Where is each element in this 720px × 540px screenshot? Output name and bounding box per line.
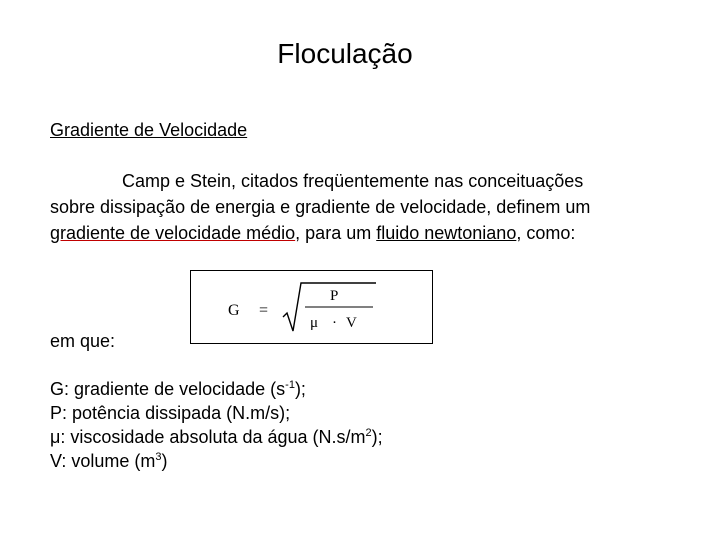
section-heading: Gradiente de Velocidade [50, 120, 248, 140]
paragraph-line-1: Camp e Stein, citados freqüentemente nas conceituações [122, 171, 584, 191]
definition-p: P: potência dissipada (N.m/s); [50, 403, 291, 423]
definition-v: V: volume $(m^3)$ [50, 451, 168, 471]
em-que-label: em que: [50, 331, 116, 351]
link-fluido-newtoniano[interactable]: fluido newtoniano [376, 223, 517, 243]
paragraph-line-2: sobre dissipação de energia e gradiente de velocidade, definem um [50, 197, 591, 217]
paragraph-line-3-mid: , para um [295, 223, 377, 243]
formula-v: V [346, 315, 357, 331]
formula-equals: = [259, 302, 269, 319]
formula-lhs: G [228, 302, 240, 319]
definition-g: G: gradiente de velocidade $(s^{-1})$; [50, 379, 306, 399]
definition-mu: μ: viscosidade absoluta da água $(N.s/m^2)$; [50, 427, 383, 447]
paragraph-line-3-end: , como: [516, 223, 576, 243]
formula-numerator: P [330, 288, 339, 304]
formula-svg [191, 271, 432, 343]
link-gradiente-medio[interactable]: gradiente de velocidade médio [50, 223, 296, 243]
definitions-list [50, 377, 383, 473]
formula-box [190, 270, 433, 344]
paragraph-line-3 [50, 220, 690, 246]
formula-mu: μ [310, 315, 319, 331]
formula-dot: · [332, 315, 337, 331]
intro-paragraph [50, 168, 690, 246]
slide-title: Floculação [277, 38, 413, 69]
